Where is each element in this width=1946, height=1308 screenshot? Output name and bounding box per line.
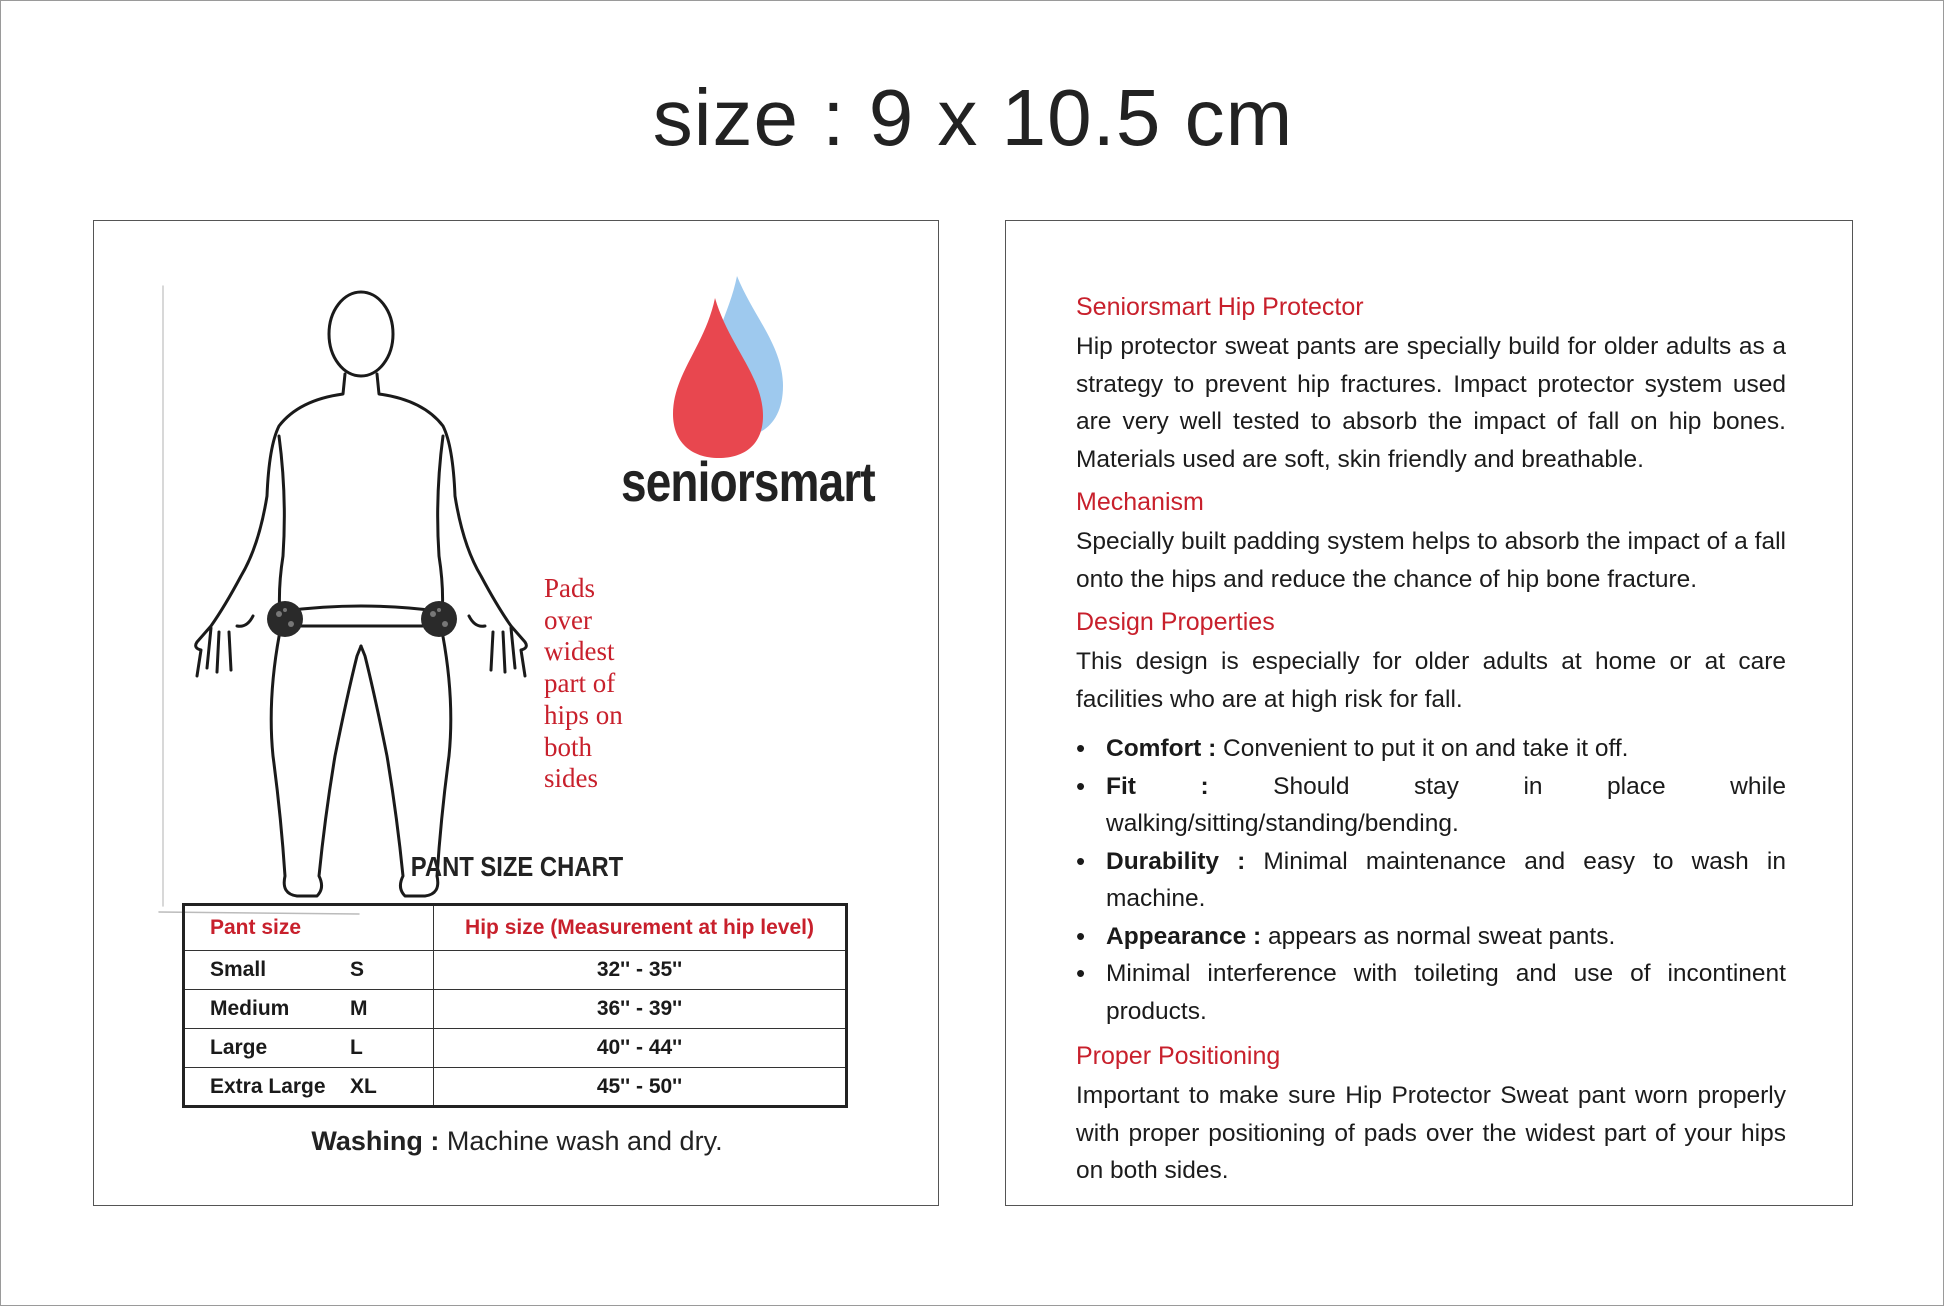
size-name: Medium: [210, 997, 290, 1020]
size-name: Large: [210, 1036, 268, 1059]
table-row: [184, 951, 847, 990]
list-item: [1076, 918, 1786, 956]
section-body: Specially built padding system helps to absorb the impact of a fall onto the hips and reduce the chance of hip bone fracture.: [1076, 528, 1786, 593]
size-cell: [184, 1068, 434, 1107]
table-header-hip-size: Hip size (Measurement at hip level): [434, 905, 847, 951]
table-row: [184, 1029, 847, 1068]
bullet-text: Should stay in place while walking/sitting/standing/bending.: [1106, 772, 1786, 837]
size-code: XL: [350, 1074, 377, 1098]
pads-note-line: part of: [544, 668, 616, 699]
list-item: [1076, 730, 1786, 768]
water-drop-logo: [667, 276, 807, 461]
page-title: size : 9 x 10.5 cm: [652, 73, 1294, 162]
hip-range-cell: 40'' - 44'': [434, 1029, 847, 1068]
section-heading: Seniorsmart Hip Protector: [1076, 293, 1364, 321]
pads-note-line: hips on: [544, 699, 623, 730]
hip-range-cell: 45'' - 50'': [434, 1068, 847, 1107]
size-cell: [184, 990, 434, 1029]
pads-note: [544, 573, 684, 795]
bullet-text: Minimal maintenance and easy to wash in machine.: [1106, 847, 1786, 912]
section-heading: Proper Positioning: [1076, 1042, 1281, 1070]
size-code: S: [350, 958, 365, 981]
section-heading: Mechanism: [1076, 488, 1204, 516]
list-item: [1076, 955, 1786, 1030]
section-heading: Design Properties: [1076, 608, 1275, 636]
pads-note-line: widest: [544, 636, 615, 667]
table-row: [184, 1068, 847, 1107]
bullet-label: Fit :: [1106, 772, 1209, 800]
bullet-text: Convenient to put it on and take it off.: [1216, 735, 1629, 762]
product-info-panel: [1005, 220, 1853, 1206]
pads-note-line: sides: [544, 763, 598, 794]
size-code: M: [350, 997, 368, 1020]
hip-range-cell: 32'' - 35'': [434, 951, 847, 990]
bullet-label: Comfort :: [1106, 735, 1217, 762]
size-code: L: [350, 1036, 363, 1059]
pant-size-table: [182, 903, 848, 1108]
size-chart-panel: [93, 220, 939, 1206]
bullet-label: Durability :: [1106, 847, 1246, 875]
chart-title: PANT SIZE CHART: [410, 851, 624, 882]
pads-note-line: Pads: [544, 573, 596, 603]
hip-range-cell: 36'' - 39'': [434, 990, 847, 1029]
table-row: [184, 990, 847, 1029]
table-header-row: [184, 905, 847, 951]
list-item: [1076, 768, 1786, 843]
pads-note-line: both: [544, 731, 593, 762]
section-body: Important to make sure Hip Protector Sweat pant worn properly with proper positioning of pads over the widest part of your hips on both sides.: [1076, 1082, 1786, 1184]
list-item: [1076, 843, 1786, 918]
bullet-label: Appearance :: [1106, 922, 1262, 950]
size-cell: [184, 951, 434, 990]
washing-text: Machine wash and dry.: [439, 1126, 723, 1156]
body-outline-figure: [149, 276, 549, 916]
section-body: This design is especially for older adults at home or at care facilities who are at high risk for fall.: [1076, 648, 1786, 713]
product-info: [1076, 293, 1786, 1200]
properties-list: [1076, 730, 1786, 1030]
size-cell: [184, 1029, 434, 1068]
brand-name: seniorsmart: [621, 450, 875, 513]
bullet-text: Minimal interference with toileting and use of incontinent products.: [1106, 960, 1786, 1025]
size-name: Extra Large: [210, 1074, 326, 1098]
table-header-pant-size: Pant size: [184, 905, 434, 951]
washing-label: Washing :: [311, 1126, 440, 1156]
size-name: Small: [210, 958, 267, 981]
washing-instructions: [94, 1126, 940, 1157]
bullet-text: appears as normal sweat pants.: [1261, 922, 1616, 950]
section-body: Hip protector sweat pants are specially build for older adults as a strategy to prevent hip fractures. Impact protector system used are very well tested to absorb the impact of fall on hip bones. Materials used are soft, skin friendly and breathable.: [1076, 333, 1786, 473]
pads-note-line: over: [544, 604, 592, 635]
